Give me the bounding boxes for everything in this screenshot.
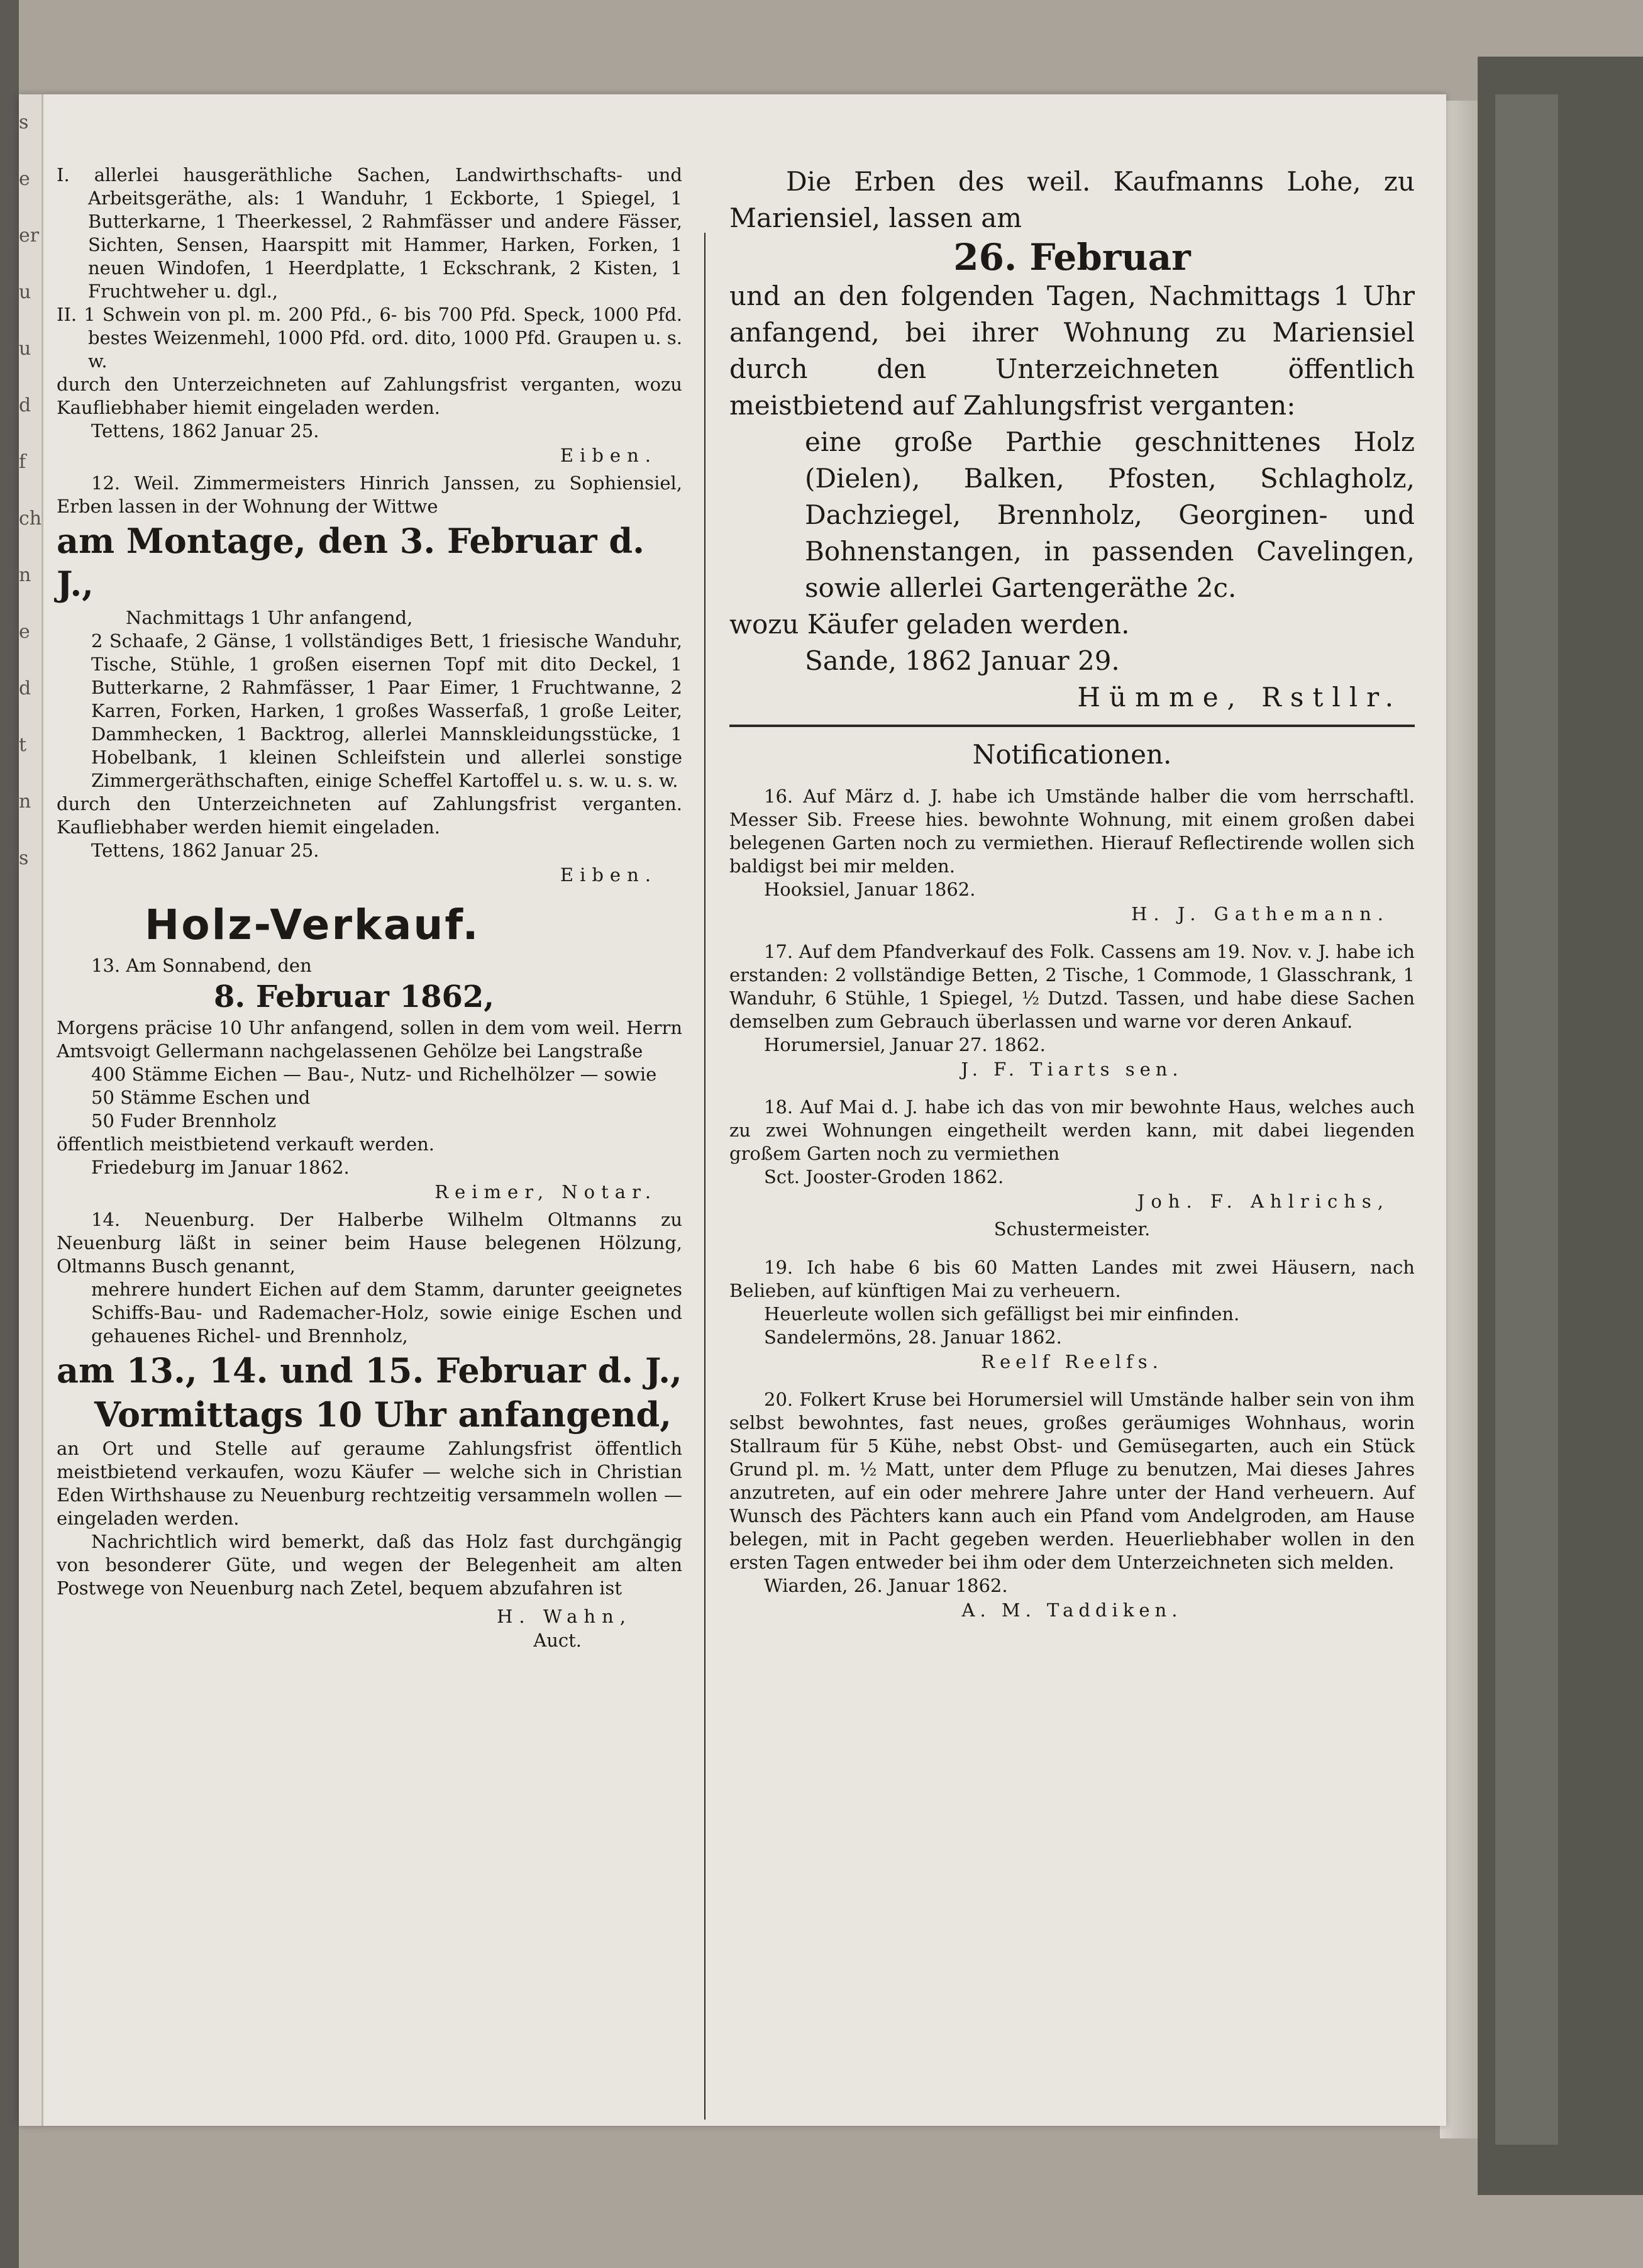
notification-signature: J. F. Tiarts sen. — [961, 1059, 1183, 1080]
margin-fragment: u — [19, 281, 31, 303]
ad-item-list-2: II. 1 Schwein von pl. m. 200 Pfd., 6- bis 700 Pfd. Speck, 1000 Pfd. bestes Weizenmehl, 1000 Pfd. ord. dito, 1000 Pfd. Graupen u. s. w. — [57, 304, 682, 372]
notification-text: 16. Auf März d. J. habe ich Umstände halber die vom herrschaftl. Messer Sib. Freese hies. bewohnte Wohnung, mit einem großen dabei belegenen Garten noch zu vermiethen. Hierauf Reflectirende wollen sich baldigst bei mir melden. — [729, 786, 1415, 877]
margin-fragment: f — [19, 451, 26, 473]
notification-signature: Joh. F. Ahlrichs, — [1137, 1191, 1390, 1212]
margin-fragment: ch — [19, 508, 42, 530]
column-divider — [704, 233, 705, 2120]
margin-fragment: s — [19, 847, 29, 869]
ad-headline: am 13., 14. und 15. Februar d. J., — [57, 1350, 682, 1391]
ad-intro: 14. Neuenburg. Der Halberbe Wilhelm Oltmanns zu Neuenburg läßt in seiner beim Hause belegenen Hölzung, Oltmanns Busch genannt, — [57, 1209, 682, 1277]
ad-intro: Die Erben des weil. Kaufmanns Lohe, zu Mariensiel, lassen am — [729, 166, 1415, 233]
ad-date: Sande, 1862 Januar 29. — [805, 645, 1120, 676]
section-divider — [729, 725, 1415, 727]
ad-note: Nachrichtlich wird bemerkt, daß das Holz fast durchgängig von besonderer Güte, und wegen der Belegenheit am alten Postwege von Neuenburg nach Zetel, bequem abzufahren ist — [57, 1531, 682, 1599]
notification-signature: A. M. Taddiken. — [961, 1599, 1183, 1621]
ad-line: 400 Stämme Eichen — Bau-, Nutz- und Richelhölzer — sowie — [91, 1064, 657, 1085]
ad-intro: 12. Weil. Zimmermeisters Hinrich Janssen, zu Sophiensiel, Erben lassen in der Wohnung der Wittwe — [57, 472, 682, 517]
ad-signer-title: Auct. — [533, 1630, 582, 1651]
ad-date: Friedeburg im Januar 1862. — [91, 1157, 350, 1178]
ad-signature: H. Wahn, — [497, 1606, 632, 1627]
notification-18 — [729, 1096, 1415, 1241]
notification-signature: Reelf Reelfs. — [981, 1351, 1163, 1372]
margin-fragment: er — [19, 225, 40, 247]
ad-14-neuenburg — [57, 1208, 682, 1652]
ad-signature: Reimer, Notar. — [434, 1181, 657, 1203]
ad-line: 50 Stämme Eschen und — [91, 1087, 311, 1108]
ad-text: und an den folgenden Tagen, Nachmittags 1 Uhr anfangend, bei ihrer Wohnung zu Mariensiel durch den Unterzeichneten öffentlich meistbietend auf Zahlungsfrist verganten: — [729, 281, 1415, 421]
notification-text: 18. Auf Mai d. J. habe ich das von mir bewohnte Haus, welches auch zu zwei Wohnungen eingetheilt werden kann, mit dabei liegenden großem Garten noch zu vermiethen — [729, 1096, 1415, 1164]
ad-closing: öffentlich meistbietend verkauft werden. — [57, 1133, 435, 1155]
ad-line: 50 Fuder Brennholz — [91, 1110, 277, 1131]
margin-fragment: n — [19, 564, 31, 586]
notification-date: Sct. Jooster-Groden 1862. — [764, 1166, 1004, 1187]
ad-date: Tettens, 1862 Januar 25. — [91, 840, 319, 861]
notification-17 — [729, 940, 1415, 1082]
ad-items: mehrere hundert Eichen auf dem Stamm, darunter geeignetes Schiffs-Bau- und Rademacher-Holz, sowie einige Eschen und gehauenes Richel- und Brennholz, — [91, 1279, 682, 1347]
section-title: Notificationen. — [972, 739, 1172, 770]
margin-fragment: t — [19, 734, 27, 756]
ad-signature: Hümme, Rstllr. — [1077, 682, 1402, 713]
ad-intro: 13. Am Sonnabend, den — [91, 955, 312, 976]
ad-erben-lohe — [729, 164, 1415, 716]
previous-page-margin — [19, 94, 43, 2126]
right-column — [729, 164, 1415, 1626]
notification-date: Wiarden, 26. Januar 1862. — [764, 1575, 1008, 1596]
ad-date-headline: 26. Februar — [953, 236, 1191, 279]
ad-date-headline: 8. Februar 1862, — [214, 979, 494, 1014]
ad-closing: wozu Käufer geladen werden. — [729, 609, 1130, 640]
ad-items: eine große Parthie geschnittenes Holz (Dielen), Balken, Pfosten, Schlagholz, Dachziegel, Brennholz, Georginen- und Bohnenstangen, in passenden Cavelingen, sowie allerlei Gartengeräthe 2c. — [805, 426, 1415, 603]
ad-13-holz-verkauf — [57, 900, 682, 1204]
ad-signature: Eiben. — [560, 445, 657, 466]
ad-auction-tettens-1 — [57, 164, 682, 468]
ad-item-list-1: I. allerlei hausgeräthliche Sachen, Landwirthschafts- und Arbeitsgeräthe, als: 1 Wanduhr, 1 Eckborte, 1 Spiegel, 1 Butterkarne, 1 Theerkessel, 2 Rahmfässer und andere Fässer, Sichten, Sensen, Haarspitt mit Hammer, Harken, Forken, 1 neuen Windofen, 1 Heerdplatte, 1 Eckschrank, 2 Kisten, 1 Fruchtweher u. dgl., — [57, 164, 682, 302]
margin-fragment: d — [19, 394, 31, 416]
ad-closing: durch den Unterzeichneten auf Zahlungsfrist verganten. Kaufliebhaber werden hiemit eingeladen. — [57, 793, 682, 838]
margin-fragment: d — [19, 677, 31, 699]
notification-19 — [729, 1256, 1415, 1374]
ad-title: Holz-Verkauf. — [145, 901, 480, 949]
margin-fragment: u — [19, 338, 31, 360]
ad-12-janssen — [57, 472, 682, 887]
ad-closing: durch den Unterzeichneten auf Zahlungsfrist verganten, wozu Kaufliebhaber hiemit eingeladen werden. — [57, 374, 682, 418]
margin-fragment: s — [19, 111, 29, 133]
ad-signature: Eiben. — [560, 864, 657, 886]
margin-fragment: n — [19, 791, 31, 813]
notification-text: 20. Folkert Kruse bei Horumersiel will Umstände halber sein von ihm selbst bewohntes, fast neues, großes geräumiges Wohnhaus, worin Stallraum für 5 Kühe, nebst Obst- und Gemüsegarten, auch ein Stück Grund pl. m. ½ Matt, unter dem Pfluge zu benutzen, Mai dieses Jahres anzutreten, auf ein oder mehrere Jahre unter der Hand verheuern. Auf Wunsch des Pächters kann auch ein Pfand vom Andelgroden, am Hause belegen, mit in Pacht gegeben werden. Heuerliebhaber wollen in den ersten Tagen entweder bei ihm oder dem Unterzeichneten sich melden. — [729, 1389, 1415, 1573]
notification-date: Hooksiel, Januar 1862. — [764, 879, 976, 900]
notification-date: Sandelermöns, 28. Januar 1862. — [764, 1326, 1062, 1348]
ad-items: 2 Schaafe, 2 Gänse, 1 vollständiges Bett, 1 friesische Wanduhr, Tische, Stühle, 1 großen eisernen Topf mit dito Deckel, 1 Butterkarne, 2 Rahmfässer, 1 Paar Eimer, 1 Fruchtwanne, 2 Karren, Forken, Harken, 1 großes Wasserfaß, 1 große Leiter, Dammhecken, 1 Backtrog, allerlei Mannskleidungsstücke, 1 Hobelbank, 1 kleinen Schleifstein und allerlei sonstige Zimmergeräthschaften, einige Scheffel Kartoffel u. s. w. u. s. w. — [91, 630, 682, 791]
notification-20 — [729, 1388, 1415, 1623]
notification-16 — [729, 785, 1415, 926]
ad-date: Tettens, 1862 Januar 25. — [91, 420, 319, 442]
notification-text: 17. Auf dem Pfandverkauf des Folk. Cassens am 19. Nov. v. J. habe ich erstanden: 2 vollständige Betten, 2 Tische, 1 Commode, 1 Glasschrank, 1 Wanduhr, 6 Stühle, 1 Spiegel, ½ Dutzd. Tassen, und habe diese Sachen demselben zum Gebrauch überlassen und warne vor deren Ankauf. — [729, 941, 1415, 1032]
ad-time: Nachmittags 1 Uhr anfangend, — [126, 607, 413, 628]
ad-headline: am Montage, den 3. Februar d. J., — [57, 521, 644, 604]
ad-text: Morgens präcise 10 Uhr anfangend, sollen in dem vom weil. Herrn Amtsvoigt Gellermann nachgelassenen Gehölze bei Langstraße — [57, 1017, 682, 1062]
notification-text: 19. Ich habe 6 bis 60 Matten Landes mit zwei Häusern, nach Belieben, auf künftigen Mai zu verheuern. — [729, 1257, 1415, 1301]
margin-fragment: e — [19, 168, 30, 190]
ad-headline: Vormittags 10 Uhr anfangend, — [94, 1394, 672, 1435]
ad-text: an Ort und Stelle auf geraume Zahlungsfrist öffentlich meistbietend verkaufen, wozu Käufer — welche sich in Christian Eden Wirthshause zu Neuenburg rechtzeitig versammeln wollen — eingeladen werden. — [57, 1438, 682, 1529]
book-cover-board — [1495, 94, 1558, 2145]
left-column — [57, 164, 682, 1652]
margin-fragment: e — [19, 621, 30, 643]
scan-background-left — [0, 0, 19, 2268]
notification-note: Heuerleute wollen sich gefälligst bei mir einfinden. — [764, 1303, 1240, 1325]
newspaper-page — [19, 94, 1446, 2126]
notification-signer-title: Schustermeister. — [993, 1218, 1151, 1240]
notification-date: Horumersiel, Januar 27. 1862. — [764, 1034, 1046, 1055]
notification-signature: H. J. Gathemann. — [1131, 903, 1390, 925]
